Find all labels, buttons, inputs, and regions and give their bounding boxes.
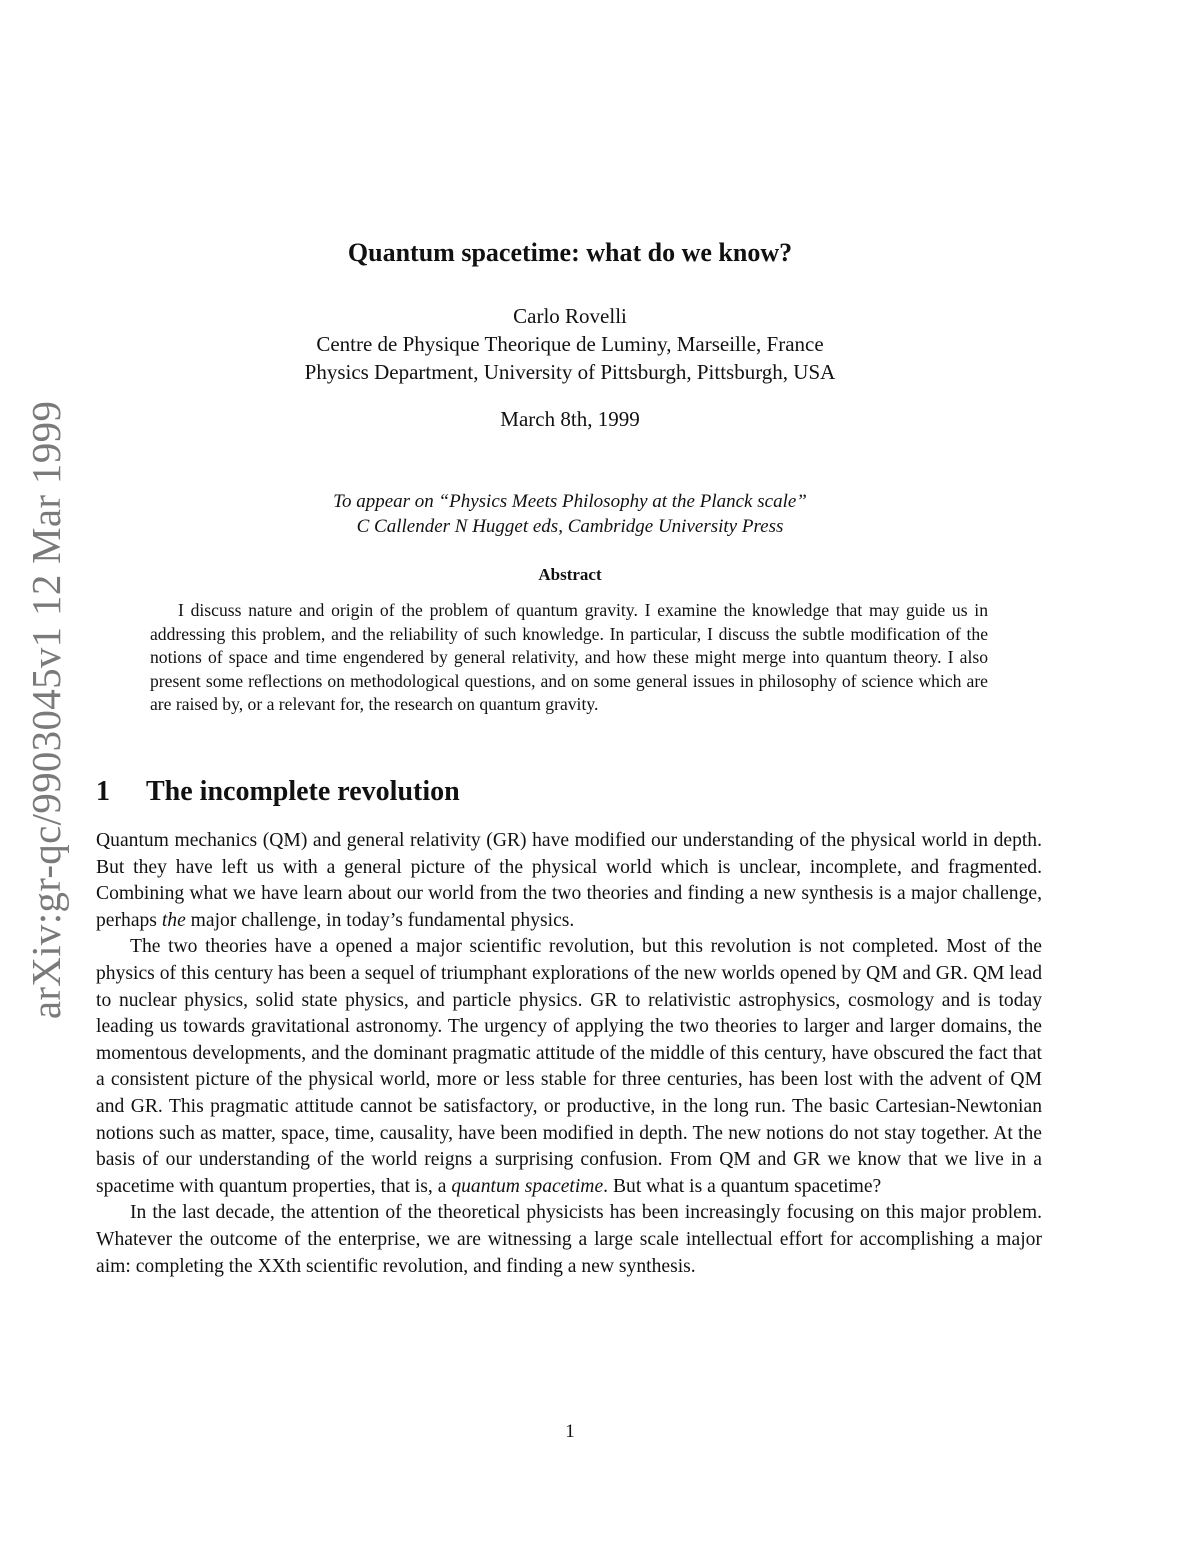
section-number: 1	[96, 776, 110, 807]
paragraph-text: major challenge, in today’s fundamental physics.	[185, 909, 575, 931]
section-body	[96, 828, 1042, 1280]
publication-note-line: To appear on “Physics Meets Philosophy at the Planck scale”	[333, 491, 807, 512]
emphasis-text: quantum spacetime	[451, 1175, 604, 1197]
paper-date: March 8th, 1999	[500, 407, 640, 431]
affiliation-line: Centre de Physique Theorique de Luminy, Marseille, France	[316, 332, 824, 356]
body-paragraph	[96, 934, 1042, 1200]
paragraph-text: The two theories have a opened a major scientific revolution, but this revolution is not completed. Most of the physics of this century has been a sequel of triumphant explorations of the new worlds opened by QM and GR. QM lead to nuclear physics, solid state physics, and particle physics. GR to relativistic astrophysics, cosmology and is today leading us towards gravitational astronomy. The urgency of applying the two theories to larger and larger domains, the momentous developments, and the dominant pragmatic attitude of the middle of this century, have obscured the fact that a consistent picture of the physical world, more or less stable for three centuries, has been lost with the advent of QM and GR. This pragmatic attitude cannot be satisfactory, or productive, in the long run. The basic Cartesian-Newtonian notions such as matter, space, time, causality, have been modified in depth. The new notions do not stay together. At the basis of our understanding of the world reigns a surprising confusion. From QM and GR we know that we live in a spacetime with quantum properties, that is, a	[96, 936, 1042, 1197]
section-heading	[96, 776, 460, 808]
paragraph-text: Quantum mechanics (QM) and general relativity (GR) have modified our understanding of the physical world in depth. But they have left us with a general picture of the physical world which is unclear, incomplete, and fragmented. Combining what we have learn about our world from the two theories and finding a new synthesis is a major challenge, perhaps	[96, 830, 1042, 931]
section-title: The incomplete revolution	[146, 776, 460, 807]
publication-note-line: C Callender N Hugget eds, Cambridge University Press	[356, 516, 784, 537]
author-name: Carlo Rovelli	[513, 304, 627, 328]
abstract-text: I discuss nature and origin of the problem of quantum gravity. I examine the knowledge that may guide us in addressing this problem, and the reliability of such knowledge. In particular, I discuss the subtle modification of the notions of space and time engendered by general relativity, and how these might merge into quantum theory. I also present some reflections on methodological questions, and on some general issues in philosophy of science which are are raised by, or a relevant for, the research on quantum gravity.	[150, 600, 988, 714]
body-paragraph: In the last decade, the attention of the theoretical physicists has been increasingly focusing on this major problem. Whatever the outcome of the enterprise, we are witnessing a large scale intellectual effort for accomplishing a major aim: completing the XXth scientific revolution, and finding a new synthesis.	[96, 1202, 1042, 1277]
page-number: 1	[565, 1421, 575, 1442]
affiliation-line: Physics Department, University of Pittsburgh, Pittsburgh, USA	[304, 360, 836, 384]
body-paragraph	[96, 828, 1042, 934]
abstract-heading: Abstract	[538, 565, 602, 584]
emphasis-text: the	[161, 909, 186, 931]
arxiv-identifier-stamp: arXiv:gr-qc/9903045v1 12 Mar 1999	[23, 400, 69, 1020]
paper-title: Quantum spacetime: what do we know?	[347, 238, 793, 267]
paragraph-text: . But what is a quantum spacetime?	[603, 1175, 882, 1197]
